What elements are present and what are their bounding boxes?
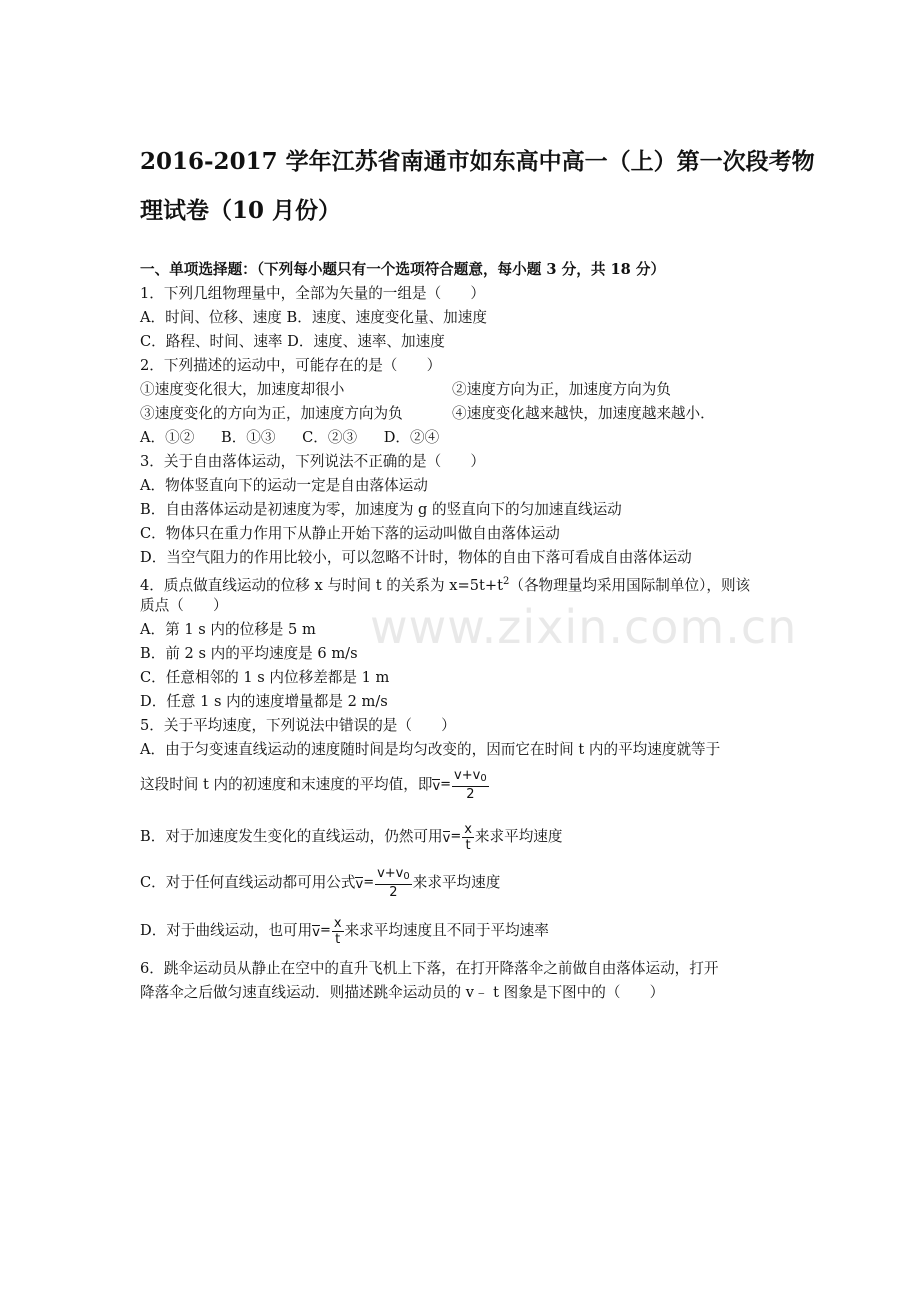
q4-exponent: 2 [502, 576, 510, 587]
formula-numerator: x [464, 821, 472, 837]
formula-numerator: x [333, 915, 342, 931]
q4-stem-text-end: （各物理量均采用国际制单位），则该 [509, 576, 751, 594]
vbar-symbol: v [312, 924, 320, 940]
q5-option-b [140, 820, 563, 854]
q2-option-a: A．①② [140, 429, 195, 446]
subscript-zero: 0 [403, 871, 410, 882]
q2-options [140, 429, 461, 447]
numerator-text: v+v [454, 768, 481, 783]
q5-option-a-line2 [140, 768, 490, 802]
q5-option-c [140, 866, 500, 900]
q4-stem-line2: 质点（ ） [140, 597, 228, 614]
q5-option-d-text: D．对于曲线运动，也可用 [140, 922, 313, 939]
q5-option-d-text-end: 来求平均速度且不同于平均速率 [344, 922, 549, 939]
vbar-symbol: v [432, 778, 441, 794]
q5-option-b-text-end: 来求平均速度 [474, 828, 563, 845]
q1-stem: 1．下列几组物理量中，全部为矢量的一组是（ ） [140, 285, 485, 302]
q4-option-d: D．任意 1 s 内的速度增量都是 2 m/s [140, 693, 388, 710]
q3-option-c: C．物体只在重力作用下从静止开始下落的运动叫做自由落体运动 [140, 525, 560, 542]
vbar-symbol: v [355, 876, 364, 892]
subscript-zero: 0 [480, 773, 487, 784]
q5-option-c-text-end: 来求平均速度 [412, 874, 501, 891]
q4-option-a: A．第 1 s 内的位移是 5 m [140, 621, 316, 638]
q5-option-b-text: B．对于加速度发生变化的直线运动，仍然可用 [140, 828, 443, 845]
q2-option-d: D．②④ [383, 429, 440, 446]
q6-stem-line1: 6．跳伞运动员从静止在空中的直升飞机上下落，在打开降落伞之前做自由落体运动，打开 [140, 960, 719, 977]
q2-statements-row2 [140, 405, 715, 423]
vbar-symbol: v [442, 830, 451, 846]
q4-stem [140, 573, 750, 595]
section-heading: 一、单项选择题：（下列每小题只有一个选项符合题意，每小题 3 分，共 18 分） [140, 261, 666, 278]
formula-numerator [375, 866, 412, 885]
equals-sign: = [319, 923, 331, 938]
formula-denominator: 2 [389, 885, 398, 900]
q5-stem: 5．关于平均速度，下列说法中错误的是（ ） [140, 717, 456, 734]
formula-x-over-t [462, 822, 474, 853]
q1-options-ab: A．时间、位移、速度 B．速度、速度变化量、加速度 [140, 309, 487, 326]
q2-stem: 2．下列描述的运动中，可能存在的是（ ） [140, 357, 442, 374]
q4-stem-text: 4．质点做直线运动的位移 x 与时间 t 的关系为 x=5t+t [140, 576, 503, 594]
numerator-text: v+v [377, 866, 404, 881]
q3-option-d: D．当空气阻力的作用比较小，可以忽略不计时，物体的自由下落可看成自由落体运动 [140, 549, 692, 566]
watermark: www.zixin.com.cn [370, 600, 798, 654]
q1-options-cd: C．路程、时间、速率 D．速度、速率、加速度 [140, 333, 445, 350]
q2-statement-1: ①速度变化很大，加速度却很小 [140, 381, 345, 398]
q2-option-b: B．①③ [220, 429, 276, 446]
q2-statement-2: ②速度方向为正，加速度方向为负 [452, 381, 671, 398]
q5-option-a-line1: A．由于匀变速直线运动的速度随时间是均匀改变的，因而它在时间 t 内的平均速度就等于 [140, 741, 721, 758]
q4-option-c: C．任意相邻的 1 s 内位移差都是 1 m [140, 669, 390, 686]
q5-option-c-text: C．对于任何直线运动都可用公式 [140, 874, 356, 891]
formula-denominator: 2 [466, 787, 475, 802]
q4-option-b: B．前 2 s 内的平均速度是 6 m/s [140, 645, 358, 662]
exam-title-line2: 理试卷（10 月份） [140, 197, 342, 224]
q2-statements-row1 [140, 381, 671, 399]
q3-stem: 3．关于自由落体运动，下列说法不正确的是（ ） [140, 453, 485, 470]
formula-avg-velocity [452, 768, 489, 802]
q2-option-c: C．②③ [302, 429, 358, 446]
q5-option-d [140, 914, 549, 948]
equals-sign: = [450, 829, 462, 844]
exam-title-line1: 2016-2017 学年江苏省南通市如东高中高一（上）第一次段考物 [140, 148, 815, 175]
q6-stem-line2: 降落伞之后做匀速直线运动．则描述跳伞运动员的 v﹣ t 图象是下图中的（ ） [140, 984, 665, 1001]
formula-denominator: t [465, 837, 471, 853]
formula-x-over-t [332, 916, 344, 947]
q3-option-a: A．物体竖直向下的运动一定是自由落体运动 [140, 477, 428, 494]
formula-numerator [452, 768, 489, 787]
q3-option-b: B．自由落体运动是初速度为零，加速度为 g 的竖直向下的匀加速直线运动 [140, 501, 622, 518]
q2-statement-4: ④速度变化越来越快，加速度越来越小． [452, 405, 715, 422]
formula-avg-velocity [375, 866, 412, 900]
q5-option-a-text: 这段时间 t 内的初速度和末速度的平均值，即 [140, 776, 433, 793]
equals-sign: = [440, 777, 452, 792]
q2-statement-3: ③速度变化的方向为正，加速度方向为负 [140, 405, 403, 422]
formula-denominator: t [335, 931, 341, 947]
equals-sign: = [363, 875, 375, 890]
